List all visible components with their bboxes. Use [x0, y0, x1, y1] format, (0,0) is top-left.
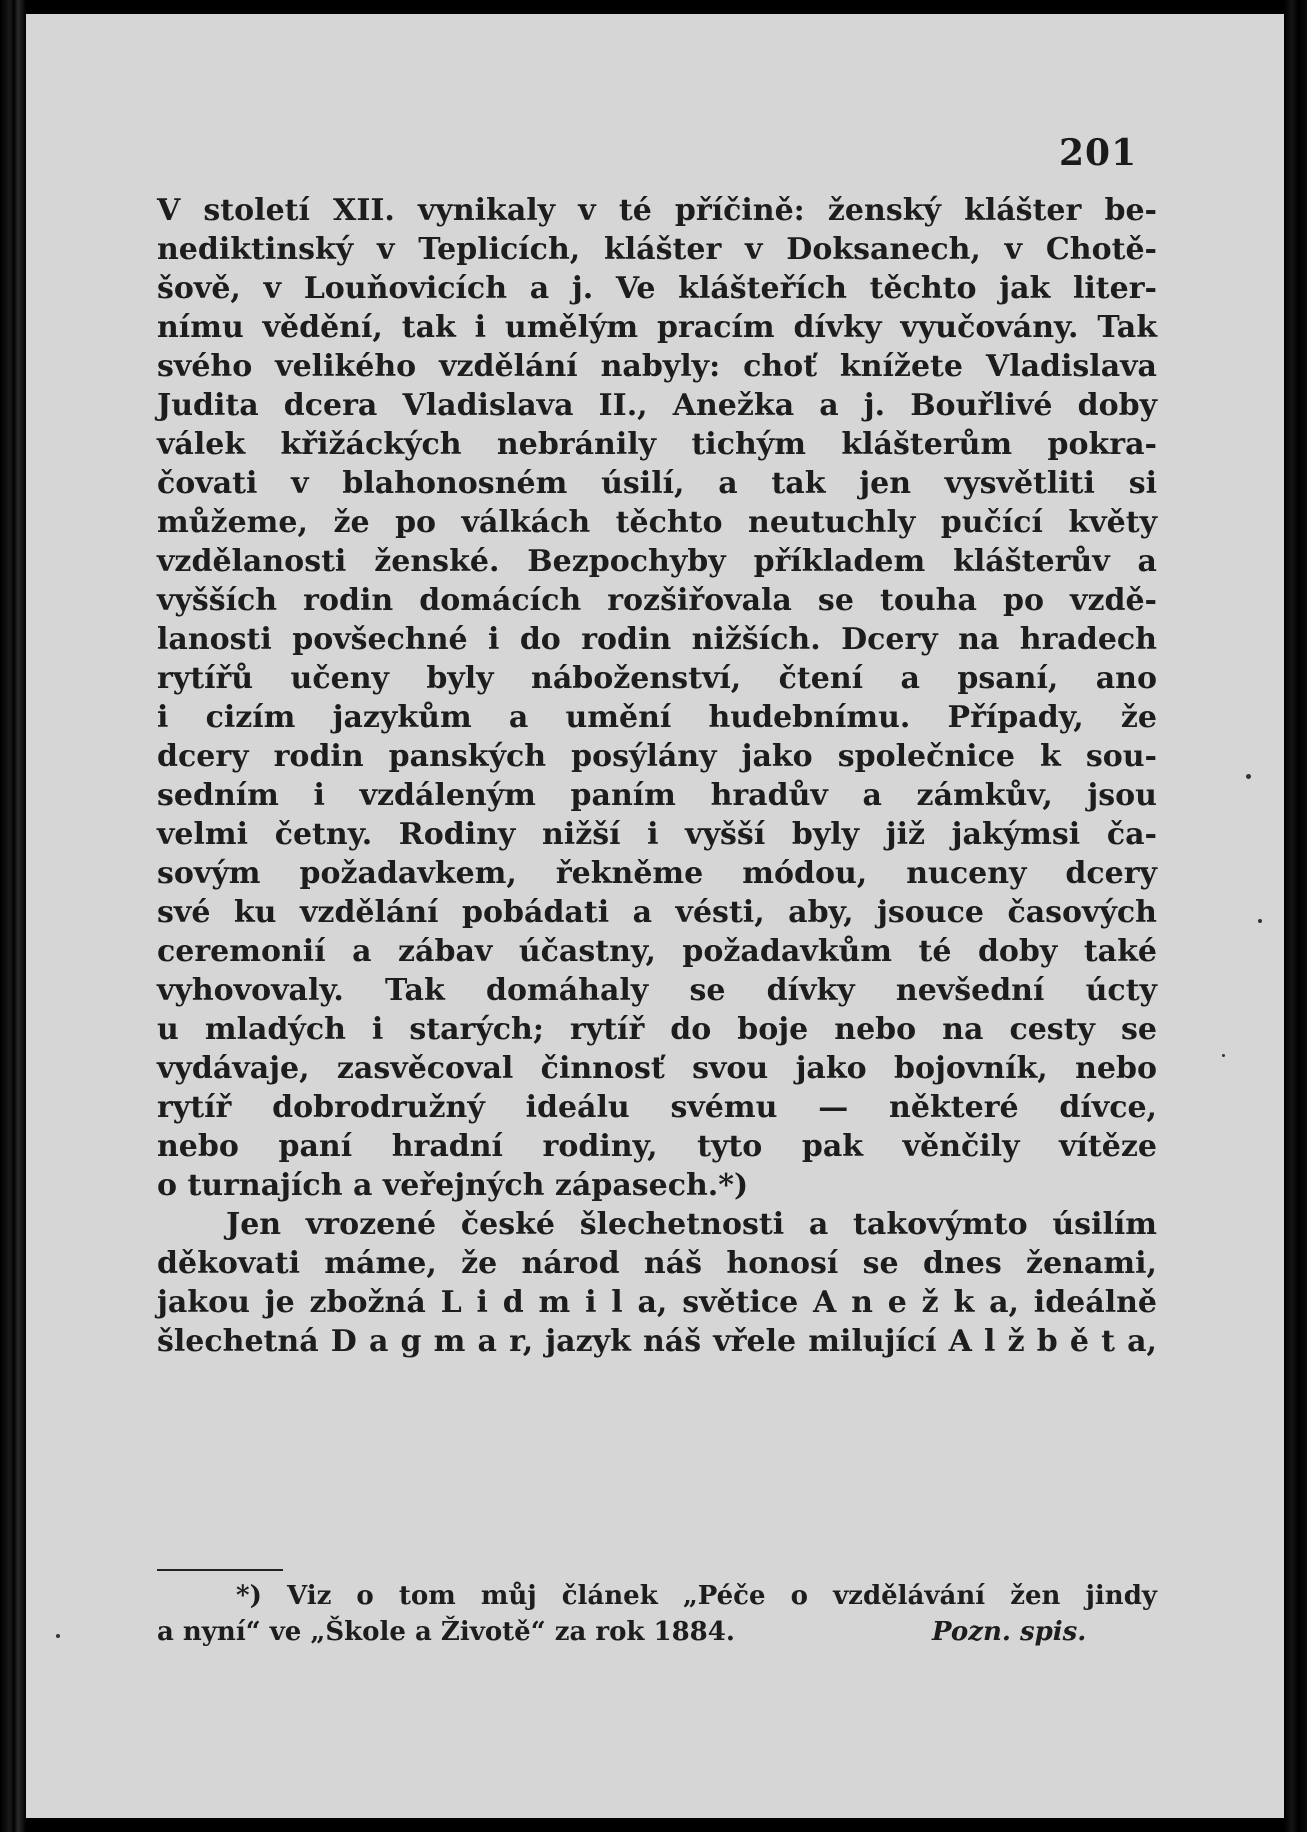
text-line: lanosti povšechné i do rodin nižších. Dcery na hradech [157, 622, 1157, 657]
text-line: sovým požadavkem, řekněme módou, nuceny dcery [157, 856, 1157, 891]
text-line: rytíř dobrodružný ideálu svému — některé dívce, [157, 1090, 1157, 1125]
ink-speck [1258, 919, 1262, 923]
ink-speck [56, 1634, 60, 1638]
text-line: své ku vzdělání pobádati a vésti, aby, jsouce časových [157, 895, 1157, 930]
text-line: u mladých i starých; rytíř do boje nebo na cesty se [157, 1012, 1157, 1047]
text-line: dcery rodin panských posýlány jako společnice k sou- [157, 739, 1157, 774]
text-line: nímu vědění, tak i umělým pracím dívky vyučovány. Tak [157, 310, 1157, 345]
text-line: válek křižáckých nebránily tichým klášterům pokra- [157, 427, 1157, 462]
text-line: ceremonií a zábav účastny, požadavkům té doby také [157, 934, 1157, 969]
text-line: svého velikého vzdělání nabyly: choť knížete Vladislava [157, 349, 1157, 384]
text-line: děkovati máme, že národ náš honosí se dnes ženami, [157, 1246, 1157, 1281]
text-line: sedním i vzdáleným paním hradův a zámkův, jsou [157, 778, 1157, 813]
text-line: Jen vrozené české šlechetnosti a takovýmto úsilím [226, 1207, 1157, 1242]
footnote-text: a nyní“ ve „Škole a Životě“ za rok 1884. [157, 1617, 735, 1647]
text-line: vzdělanosti ženské. Bezpochyby příkladem klášterův a [157, 544, 1157, 579]
text-line: čovati v blahonosném úsilí, a tak jen vysvětliti si [157, 466, 1157, 501]
text-line: nebo paní hradní rodiny, tyto pak věnčily vítěze [157, 1129, 1157, 1164]
text-line: šlechetná D a g m a r, jazyk náš vřele milující A l ž b ě t a, [157, 1324, 1157, 1359]
text-line: i cizím jazykům a umění hudebnímu. Případy, že [157, 700, 1157, 735]
text-line: můžeme, že po válkách těchto neutuchly pučící květy [157, 505, 1157, 540]
text-line: vydávaje, zasvěcoval činnosť svou jako bojovník, nebo [157, 1051, 1157, 1086]
footnote-signature: Pozn. spis. [932, 1617, 1087, 1647]
page-edge-left [0, 0, 26, 1832]
page-number: 201 [1059, 132, 1138, 174]
text-line: Judita dcera Vladislava II., Anežka a j. Bouřlivé doby [157, 388, 1157, 423]
text-line: V století XII. vynikaly v té příčině: ženský klášter be- [157, 193, 1157, 228]
ink-speck [1246, 774, 1251, 779]
text-line: velmi četny. Rodiny nižší i vyšší byly již jakýmsi ča- [157, 817, 1157, 852]
text-line: o turnajích a veřejných zápasech.*) [157, 1168, 749, 1203]
footnote-line [157, 1615, 1157, 1649]
text-line: jakou je zbožná L i d m i l a, světice A n e ž k a, ideálně [157, 1285, 1157, 1320]
text-line: rytířů učeny byly náboženství, čtení a psaní, ano [157, 661, 1157, 696]
text-line: šově, v Louňovicích a j. Ve klášteřích těchto jak liter- [157, 271, 1157, 306]
text-line: vyšších rodin domácích rozšiřovala se touha po vzdě- [157, 583, 1157, 618]
ink-speck [1222, 1054, 1225, 1057]
book-page [26, 14, 1284, 1818]
text-line: vyhovovaly. Tak domáhaly se dívky nevšední úcty [157, 973, 1157, 1008]
footnote-rule [157, 1569, 283, 1571]
text-line: nediktinský v Teplicích, klášter v Doksanech, v Chotě- [157, 232, 1157, 267]
page-edge-right [1284, 0, 1307, 1832]
footnote-line: *) Viz o tom můj článek „Péče o vzdělávání žen jindy [236, 1581, 1157, 1611]
